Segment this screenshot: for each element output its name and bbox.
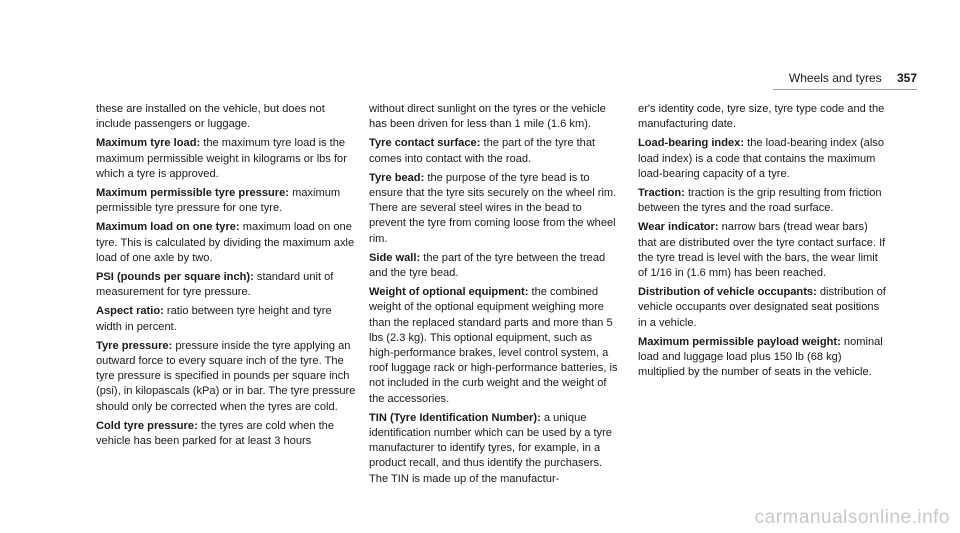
definition-term: Wear indicator : — [638, 221, 722, 233]
definition-term: Cold tyre pressure : — [96, 420, 201, 432]
definition-text: pressure inside the tyre applying an outward force to every square inch of the tyre. The tyre pressure is specified in pounds per square inch (psi), in kilopascals (kPa) or in bar. The tyre pressure should only be corrected when the tyres are cold. — [96, 339, 356, 413]
definition-text: distribution of vehicle occupants over designated seat positions in a vehicle. — [638, 286, 886, 329]
definition-term: Maximum permissible payload weight : — [638, 336, 844, 348]
definition-term: Distribution of vehicle occupants : — [638, 286, 820, 298]
definition-text: these are installed on the vehicle, but does not include passengers or luggage. — [96, 103, 325, 131]
definition-term: Traction : — [638, 187, 688, 199]
definition-entry — [369, 251, 619, 281]
page-number: 357 — [896, 71, 917, 85]
paragraph-continuation — [369, 102, 619, 132]
definition-entry — [96, 270, 358, 300]
definition-term: TIN (Tyre Identification Number) : — [369, 412, 544, 424]
page-header — [789, 71, 917, 85]
definition-text: without direct sunlight on the tyres or the vehicle has been driven for less than 1 mile (1.6 km). — [369, 103, 606, 131]
definition-term: Load-bearing index : — [638, 137, 747, 149]
definition-entry — [369, 171, 619, 247]
watermark: carmanualsonline.info — [754, 507, 950, 528]
definition-text: standard unit of measurement for tyre pressure. — [96, 271, 334, 299]
definition-entry — [369, 285, 619, 407]
definition-entry — [96, 304, 358, 334]
definition-entry — [96, 220, 358, 266]
header-divider — [773, 89, 917, 90]
definition-term: Weight of optional equipment : — [369, 286, 532, 298]
definition-entry — [638, 335, 888, 381]
paragraph-continuation — [638, 102, 888, 132]
section-title: Wheels and tyres — [788, 71, 882, 85]
definition-entry — [638, 186, 888, 216]
definition-term: Tyre pressure : — [96, 340, 175, 352]
definition-text: the maximum tyre load is the maximum permissible weight in kilograms or lbs for which a tyre is approved. — [96, 137, 347, 180]
text-column-1 — [96, 102, 358, 453]
definition-entry — [96, 339, 358, 415]
definition-text: the purpose of the tyre bead is to ensure that the tyre sits securely on the wheel rim. There are several steel wires in the bead to prevent the tyre from coming loose from the wheel rim. — [369, 171, 617, 245]
definition-term: Aspect ratio : — [96, 305, 167, 317]
definition-term: Maximum load on one tyre : — [96, 221, 243, 233]
definition-text: nominal load and luggage load plus 150 lb (68 kg) multiplied by the number of seats in the vehicle. — [638, 335, 883, 379]
paragraph-continuation — [96, 102, 358, 132]
definition-text: the tyres are cold when the vehicle has been parked for at least 3 hours — [96, 419, 335, 448]
definition-entry — [96, 419, 358, 449]
definition-entry — [369, 136, 619, 166]
definition-entry — [96, 136, 358, 182]
definition-text: ratio between tyre height and tyre width in percent. — [96, 305, 332, 333]
definition-text: er's identity code, tyre size, tyre type code and the manufacturing date. — [638, 103, 885, 131]
definition-text: traction is the grip resulting from friction between the tyres and the road surface. — [638, 187, 882, 215]
definition-term: PSI (pounds per square inch) : — [96, 271, 257, 283]
definition-term: Tyre bead : — [369, 172, 427, 184]
definition-entry — [638, 136, 888, 182]
definition-text: the load-bearing index (also load index) is a code that contains the maximum load-bearing capacity of a tyre. — [638, 137, 885, 180]
definition-text: a unique identification number which can be used by a tyre manufacturer to identify tyres, for example, in a product recall, and thus identify the purchasers. The TIN is made up of the manufactur- — [369, 411, 612, 485]
definition-entry — [96, 186, 358, 216]
definition-text: maximum load on one tyre. This is calculated by dividing the maximum axle load of one axle by two. — [96, 221, 355, 264]
text-column-3 — [638, 102, 888, 384]
definition-text: the part of the tyre that comes into contact with the road. — [369, 137, 596, 165]
definition-text: the part of the tyre between the tread and the tyre bead. — [369, 251, 606, 280]
text-column-2 — [369, 102, 619, 491]
definition-text: maximum permissible tyre pressure for one tyre. — [96, 187, 341, 215]
definition-entry — [369, 411, 619, 487]
definition-text: narrow bars (tread wear bars) that are distributed over the tyre contact surface. If the tyre tread is level with the bars, the wear limit of 1/16 in (1.6 mm) has been reached. — [638, 221, 886, 280]
definition-term: Tyre contact surface : — [369, 137, 483, 149]
definition-term: Side wall : — [369, 252, 423, 264]
definition-entry — [638, 220, 888, 281]
definition-text: the combined weight of the optional equipment weighing more than the replaced standard parts and more than 5 lbs (2.3 kg). This optional equipment, such as high-performance brakes, level control system, a roof luggage rack or high-performance batteries, is not included in the curb weight and the weight of the accessories. — [369, 286, 618, 405]
definition-entry — [638, 285, 888, 331]
definition-term: Maximum tyre load : — [96, 137, 203, 149]
definition-term: Maximum permissible tyre pressure : — [96, 187, 292, 199]
